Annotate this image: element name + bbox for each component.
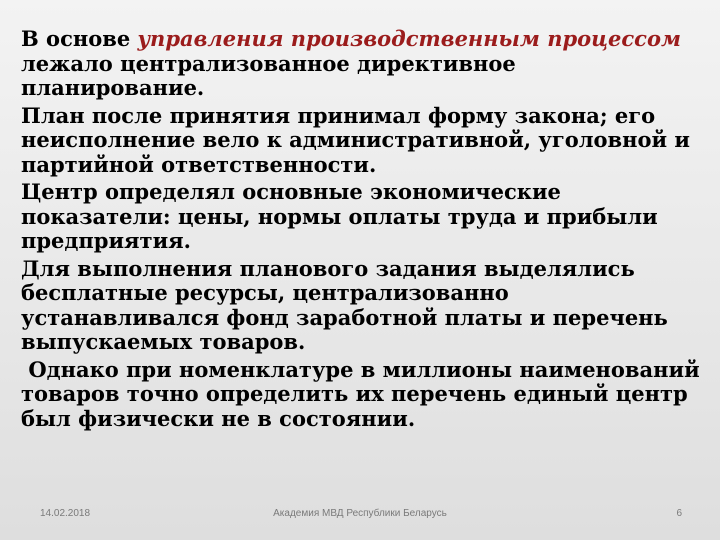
slide-body (21, 26, 707, 434)
footer-organization: Академия МВД Республики Беларусь (273, 508, 447, 519)
footer-page-number: 6 (676, 508, 682, 519)
paragraph-1-lead: В основе (21, 26, 138, 51)
paragraph-5: Однако при номенклатуре в миллионы наименований товаров точно определить их перечень единый центр был физически не в состоянии. (21, 356, 707, 431)
footer-date: 14.02.2018 (40, 508, 91, 519)
paragraph-4: Для выполнения планового задания выделялись бесплатные ресурсы, централизованно устанавливался фонд заработной платы и перечень выпускаемых товаров. (21, 255, 668, 354)
paragraph-3: Центр определял основные экономические показатели: цены, нормы оплаты труда и прибыли предприятия. (21, 179, 658, 253)
paragraph-2: План после принятия принимал форму закона; его неисполнение вело к административной, уголовной и партийной ответственности. (21, 102, 690, 177)
paragraph-1 (21, 27, 701, 101)
slide-footer (0, 508, 720, 524)
highlighted-phrase: управления производственным процессом (137, 26, 681, 51)
paragraph-1-rest: лежало централизованное директивное планирование. (21, 50, 516, 100)
